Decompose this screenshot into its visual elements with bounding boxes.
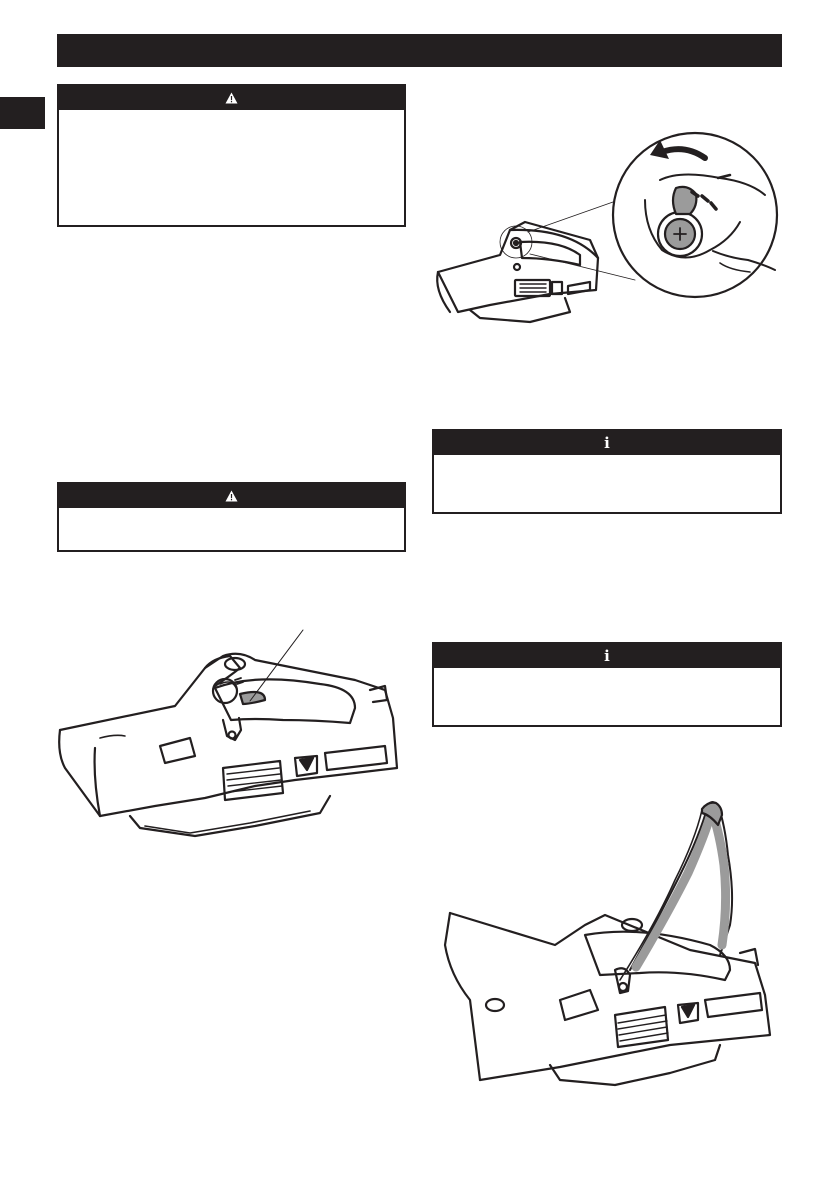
info-icon: i (604, 433, 610, 452)
knob-detail-figure (430, 130, 790, 325)
warning-box-1 (57, 84, 406, 227)
warning-triangle-icon (225, 490, 238, 502)
warning-triangle-icon (225, 92, 238, 104)
warning-box-2 (57, 482, 406, 552)
warning-box-1-header (59, 86, 404, 110)
note-box-1 (432, 429, 782, 514)
note-box-2 (432, 642, 782, 727)
info-icon: i (604, 646, 610, 665)
warning-box-2-header (59, 484, 404, 508)
note-box-2-header (434, 644, 780, 668)
side-view-figure (55, 628, 415, 843)
section-header-bar (57, 34, 782, 67)
side-section-tab (0, 97, 45, 129)
note-box-1-header (434, 431, 780, 455)
strap-view-figure (440, 795, 785, 1085)
